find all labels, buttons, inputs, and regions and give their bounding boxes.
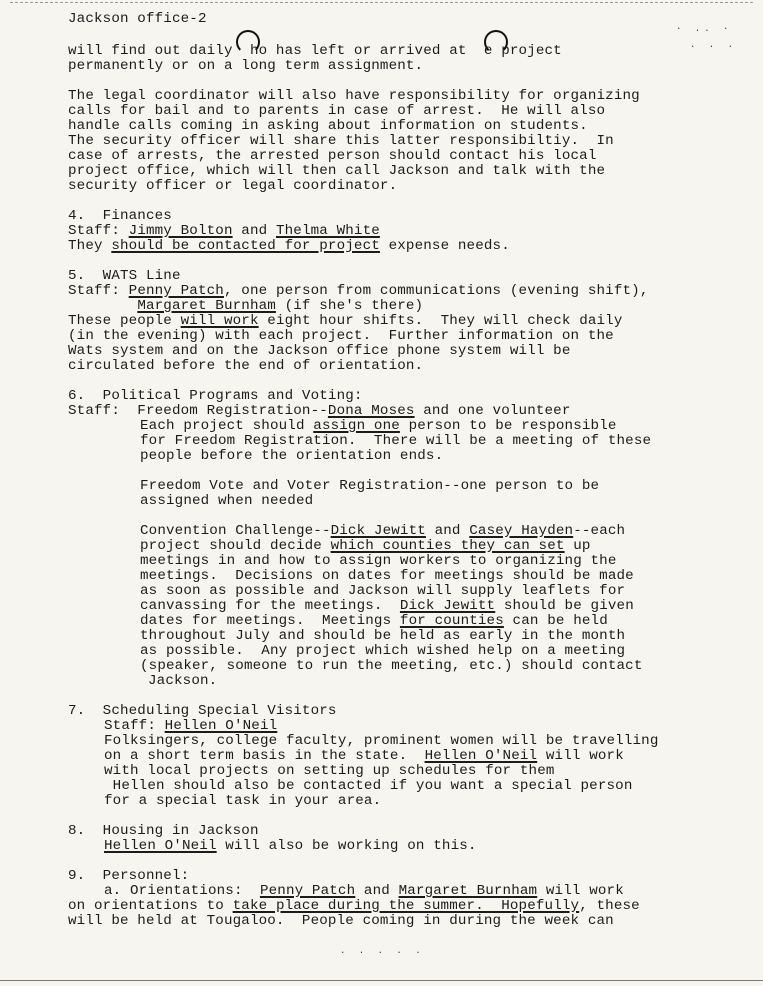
text-line: will be held at Tougaloo. People coming in during the week can	[68, 913, 614, 929]
text-line: The security officer will share this latter responsibiltiy. In	[68, 133, 614, 149]
underlined-name: for counties	[399, 613, 504, 629]
underlined-name: Margaret Burnham	[137, 298, 276, 314]
text-line: on a short term basis in the state. Hellen O'Neil will work	[104, 748, 624, 764]
text-line: as soon as possible and Jackson will supply leaflets for	[140, 583, 626, 599]
text-line: permanently or on a long term assignment.	[68, 58, 424, 74]
underlined-name: Penny Patch	[128, 283, 224, 299]
text-line: 6. Political Programs and Voting:	[68, 388, 363, 404]
underlined-name: should be contacted for project	[111, 238, 380, 254]
text-line: Staff: Hellen O'Neil	[104, 718, 278, 734]
top-edge-rule	[10, 2, 753, 3]
text-line: Convention Challenge--Dick Jewitt and Casey Hayden--each	[140, 523, 626, 539]
underlined-name: Dick Jewitt	[330, 523, 426, 539]
text-line: with local projects on setting up schedules for them	[104, 763, 555, 779]
text-line: circulated before the end of orientation.	[68, 358, 424, 374]
text-line: Each project should assign one person to be responsible	[140, 418, 617, 434]
underlined-name: Dona Moses	[327, 403, 415, 419]
underlined-name: Hellen O'Neil	[424, 748, 538, 764]
text-line: a. Orientations: Penny Patch and Margaret Burnham will work	[104, 883, 624, 899]
text-line: project should decide which counties they can set up	[140, 538, 591, 554]
text-line: Jackson.	[148, 673, 218, 689]
text-line: 5. WATS Line	[68, 268, 181, 284]
text-line: handle calls coming in asking about information on students.	[68, 118, 588, 134]
underlined-name: Dick Jewitt	[399, 598, 496, 614]
text-line: 4. Finances	[68, 208, 172, 224]
text-line: 8. Housing in Jackson	[68, 823, 259, 839]
underlined-name: assign one	[313, 418, 400, 434]
text-line: on orientations to take place during the summer. Hopefully, these	[68, 898, 640, 914]
underlined-name: Hellen O'Neil	[164, 718, 278, 734]
text-line: 9. Personnel:	[68, 868, 190, 884]
underlined-name: Hellen O'Neil	[104, 838, 217, 854]
text-line: case of arrests, the arrested person should contact his local	[68, 148, 597, 164]
underlined-name: Thelma White	[275, 223, 380, 239]
underlined-name: take place during the summer. Hopefully	[232, 898, 580, 914]
underlined-name: Penny Patch	[259, 883, 356, 899]
text-line: (in the evening) with each project. Further information on the	[68, 328, 614, 344]
bottom-edge-rule	[0, 980, 763, 981]
text-line: Hellen O'Neil will also be working on this.	[104, 838, 477, 854]
text-line: meetings. Decisions on dates for meetings should be made	[140, 568, 634, 584]
text-line: as possible. Any project which wished help on a meeting	[140, 643, 626, 659]
text-line: people before the orientation ends.	[140, 448, 444, 464]
text-line: Margaret Burnham (if she's there)	[137, 298, 424, 314]
underlined-name: Casey Hayden	[469, 523, 574, 539]
text-line: canvassing for the meetings. Dick Jewitt should be given	[140, 598, 634, 614]
underlined-name: Jimmy Bolton	[128, 223, 233, 239]
text-line: The legal coordinator will also have responsibility for organizing	[68, 88, 640, 104]
text-line: They should be contacted for project expense needs.	[68, 238, 510, 254]
text-line: Staff: Jimmy Bolton and Thelma White	[68, 223, 380, 239]
text-line: Folksingers, college faculty, prominent women will be travelling	[104, 733, 659, 749]
text-line: for a special task in your area.	[104, 793, 382, 809]
text-line: project office, which will then call Jackson and talk with the	[68, 163, 606, 179]
text-line: security officer or legal coordinator.	[68, 178, 398, 194]
scan-specks: · · · · ·	[340, 948, 425, 958]
text-line: for Freedom Registration. There will be a meeting of these	[140, 433, 652, 449]
page-header: Jackson office-2	[68, 11, 207, 27]
underlined-name: which counties they can set	[330, 538, 565, 554]
text-line: Staff: Freedom Registration--Dona Moses and one volunteer	[68, 403, 571, 419]
text-line: calls for bail and to parents in case of arrest. He will also	[68, 103, 606, 119]
text-line: will find out daily ho has left or arrived at e project	[68, 43, 562, 59]
underlined-name: will work	[180, 313, 259, 329]
underlined-name: Margaret Burnham	[398, 883, 538, 899]
text-line: dates for meetings. Meetings for counties can be held	[140, 613, 608, 629]
text-line: These people will work eight hour shifts. They will check daily	[68, 313, 623, 329]
text-line: meetings in and how to assign workers to organizing the	[140, 553, 617, 569]
text-line: (speaker, someone to run the meeting, etc.) should contact	[140, 658, 643, 674]
text-line: 7. Scheduling Special Visitors	[68, 703, 337, 719]
text-line: Freedom Vote and Voter Registration--one person to be	[140, 478, 600, 494]
scan-specks: · .. ·	[676, 24, 733, 34]
text-line: assigned when needed	[140, 493, 314, 509]
text-line: throughout July and should be held as early in the month	[140, 628, 626, 644]
text-line: Hellen should also be contacted if you want a special person	[104, 778, 633, 794]
text-line: Staff: Penny Patch, one person from communications (evening shift),	[68, 283, 649, 299]
scan-specks: · · ·	[690, 42, 738, 52]
text-line: Wats system and on the Jackson office phone system will be	[68, 343, 571, 359]
